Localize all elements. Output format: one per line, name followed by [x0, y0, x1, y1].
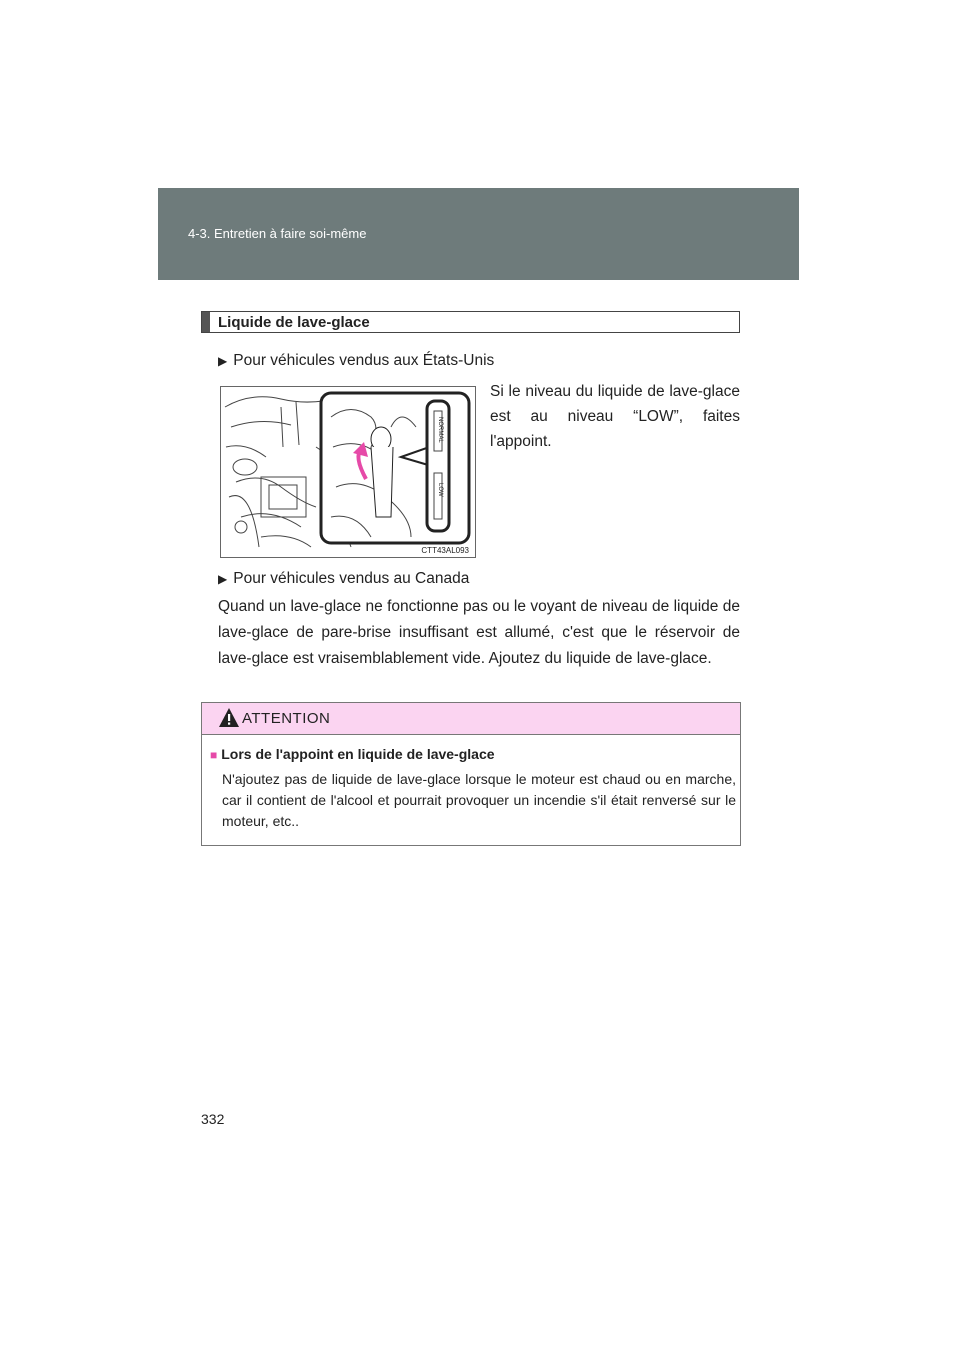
- usa-heading-label: Pour véhicules vendus aux États-Unis: [233, 352, 495, 369]
- engine-bay-drawing: [221, 387, 475, 557]
- breadcrumb: 4-3. Entretien à faire soi-même: [188, 226, 367, 241]
- canada-heading: [218, 570, 469, 588]
- attention-item-title: [210, 746, 495, 762]
- attention-item-title-text: Lors de l'appoint en liquide de lave-glace: [221, 746, 495, 762]
- attention-header: [202, 703, 740, 735]
- canada-instruction: Quand un lave-glace ne fonctionne pas ou le voyant de niveau de liquide de lave-glace de pare-brise insuffisant est allumé, c'est que le réservoir de lave-glace est vraisemblablement vide. Ajoutez du liquide de lave-glace.: [218, 598, 740, 667]
- chapter-header-band: [158, 188, 799, 280]
- canada-heading-label: Pour véhicules vendus au Canada: [233, 570, 470, 587]
- attention-heading: ATTENTION: [242, 710, 331, 727]
- warning-triangle-icon: [218, 707, 240, 729]
- square-bullet-icon: ■: [210, 748, 218, 762]
- page-number: 332: [201, 1111, 225, 1127]
- section-title: Liquide de lave-glace: [218, 314, 370, 331]
- attention-box: [201, 702, 741, 846]
- section-title-bar: [202, 312, 210, 332]
- usa-instruction: Si le niveau du liquide de lave-glace est au niveau “LOW”, faites l'appoint.: [490, 383, 740, 450]
- section-title-box: [201, 311, 740, 333]
- usa-heading: [218, 352, 494, 370]
- gauge-normal-label: NORMAL: [437, 417, 443, 443]
- gauge-low-label: LOW: [437, 483, 443, 497]
- attention-item-text: N'ajoutez pas de liquide de lave-glace lorsque le moteur est chaud ou en marche, car il contient de l'alcool et pourrait provoquer un incendie s'il était renversé sur le moteur, etc..: [222, 771, 736, 829]
- triangle-bullet-icon: ▶: [218, 572, 228, 586]
- triangle-bullet-icon: ▶: [218, 354, 228, 368]
- illustration-code: CTT43AL093: [421, 546, 469, 555]
- washer-reservoir-illustration: [220, 386, 476, 558]
